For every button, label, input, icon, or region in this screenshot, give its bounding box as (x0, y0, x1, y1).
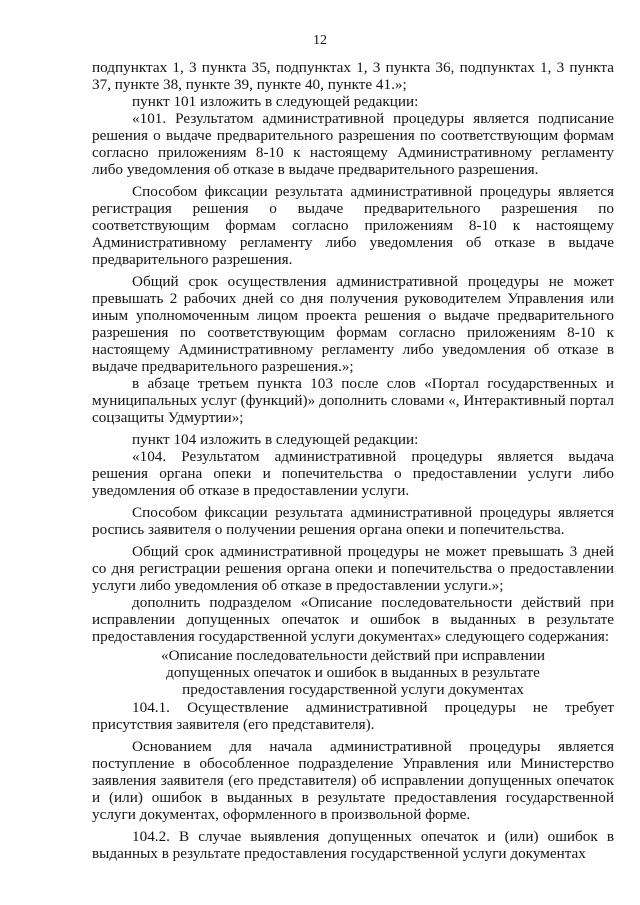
document-body (92, 59, 614, 862)
paragraph-amend-101: пункт 101 изложить в следующей редакции: (132, 93, 419, 110)
paragraph-101-result: «101. Результатом административной процедуры является подписание решения о выдаче предварительного разрешения по соответствующим формам согласно приложениям 8-10 к настоящему Административному регламенту либо уведомления об отказе в выдаче предварительного разрешения. (92, 110, 614, 178)
paragraph-amend-104: пункт 104 изложить в следующей редакции: (132, 431, 419, 448)
paragraph-add-subsection: дополнить подразделом «Описание последовательности действий при исправлении допущенных опечаток и ошибок в выданных в результате предоставления государственной услуги документах» следующего содержания: (92, 594, 614, 645)
paragraph-amend-103: в абзаце третьем пункта 103 после слов «Портал государственных и муниципальных услуг (функций)» дополнить словами «, Интерактивный портал соцзащиты Удмуртии»; (92, 375, 614, 426)
paragraph-104-term: Общий срок административной процедуры не может превышать 3 дней со дня регистрации решения органа опеки и попечительства о предоставлении услуги либо уведомления об отказе в предоставлении услуги.»; (92, 543, 614, 594)
page-number: 12 (313, 33, 327, 48)
paragraph-104-fixation: Способом фиксации результата административной процедуры является роспись заявителя о получении решения органа опеки и попечительства. (92, 504, 614, 538)
subsection-heading-line: предоставления государственной услуги документах (182, 681, 524, 698)
paragraph-104-result: «104. Результатом административной процедуры является выдача решения органа опеки и попечительства о предоставлении услуги либо уведомления об отказе в предоставлении услуги. (92, 448, 614, 499)
paragraph-104-2: 104.2. В случае выявления допущенных опечаток и (или) ошибок в выданных в результате предоставления государственной услуги документах (92, 828, 614, 862)
paragraph-101-term: Общий срок осуществления административной процедуры не может превышать 2 рабочих дней со дня получения руководителем Управления или иным уполномоченным лицом проекта решения о выдаче предварительного разрешения по соответствующим формам согласно приложениям 8-10 к настоящему Административному регламенту либо уведомления об отказе в выдаче предварительного разрешения.»; (92, 273, 614, 375)
paragraph-104-1: 104.1. Осуществление административной процедуры не требует присутствия заявителя (его представителя). (92, 699, 614, 733)
paragraph-continuation: подпунктах 1, 3 пункта 35, подпунктах 1, 3 пункта 36, подпунктах 1, 3 пункта 37, пункте 38, пункте 39, пункте 40, пункте 41.»; (92, 59, 614, 93)
paragraph-104-1-basis: Основанием для начала административной процедуры является поступление в обособленное подразделение Управления или Министерство заявления заявителя (его представителя) об исправлении допущенных опечаток и (или) ошибок в выданных в результате предоставления государственной услуги документах, оформленного в произвольной форме. (92, 738, 614, 823)
subsection-heading-line: «Описание последовательности действий при исправлении (160, 647, 545, 664)
paragraph-101-fixation: Способом фиксации результата административной процедуры является регистрация решения о выдаче предварительного разрешения по соответствующим формам согласно приложениям 8-10 к настоящему Административному регламенту либо уведомления об отказе в выдаче предварительного разрешения. (92, 183, 614, 268)
subsection-heading (92, 647, 614, 698)
subsection-heading-line: допущенных опечаток и ошибок в выданных в результате (166, 664, 540, 681)
